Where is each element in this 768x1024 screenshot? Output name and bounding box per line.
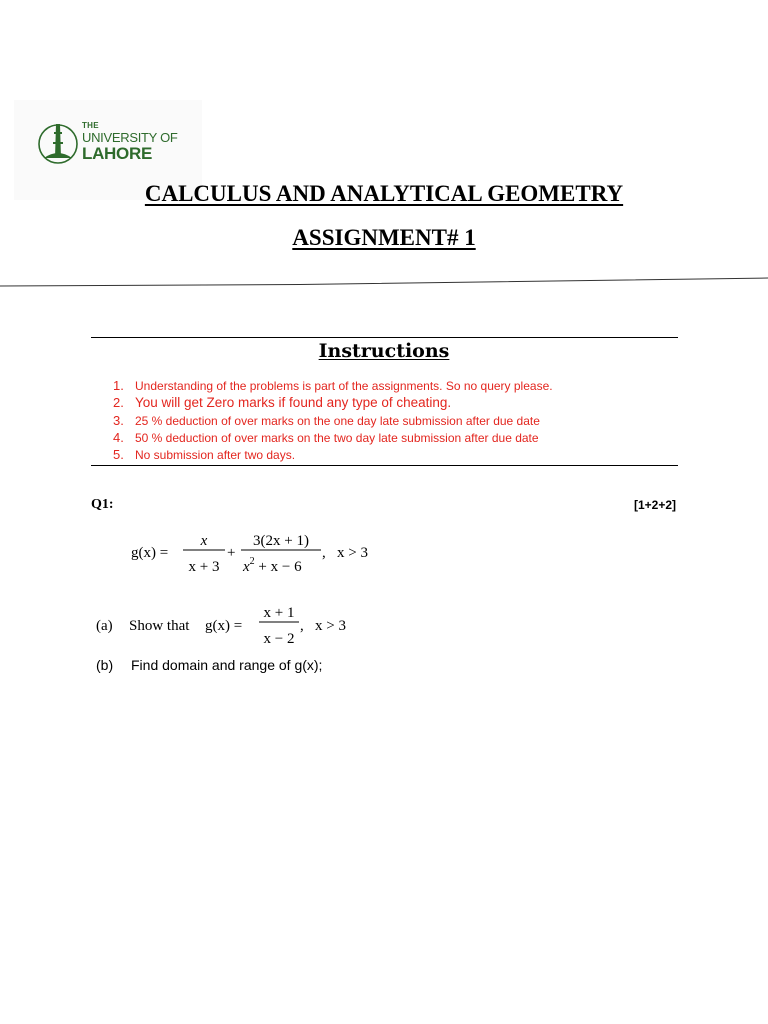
instruction-text: 25 % deduction of over marks on the one day late submission after due date (135, 414, 540, 428)
part-a-denominator: x − 2 (263, 631, 295, 647)
instruction-text: 50 % deduction of over marks on the two day late submission after due date (135, 431, 539, 445)
part-a-label: (a) (96, 618, 113, 634)
part-a (96, 605, 346, 647)
logo-line-3: LAHORE (82, 144, 152, 163)
fraction-1-denominator: x + 3 (188, 559, 220, 575)
course-title: CALCULUS AND ANALYTICAL GEOMETRY (144, 181, 624, 206)
part-b-text: Find domain and range of g(x); (131, 657, 323, 673)
logo-line-1: THE (82, 121, 99, 130)
instructions-heading: Instructions (318, 340, 450, 362)
part-a-text: Show that (129, 618, 190, 634)
assignment-title: ASSIGNMENT# 1 (292, 225, 476, 250)
instruction-number: 3. (113, 413, 124, 428)
question-marks: [1+2+2] (633, 498, 676, 512)
equation-plus: + (227, 545, 236, 561)
question-label: Q1: (91, 497, 114, 512)
part-a-numerator: x + 1 (263, 605, 295, 621)
part-b-label: (b) (96, 657, 114, 673)
equation-lhs: g(x) = (131, 545, 169, 561)
instruction-number: 2. (113, 395, 124, 410)
main-equation (131, 533, 368, 575)
fraction-2-denominator: $x^2 + x - 6$ (243, 556, 302, 575)
part-a-lhs: g(x) = (205, 618, 243, 634)
instruction-text: Understanding of the problems is part of the assignments. So no query please. (135, 379, 553, 393)
fraction-1-numerator: x (200, 533, 208, 549)
part-b (96, 657, 322, 673)
fraction-2-numerator: 3(2x + 1) (253, 533, 309, 549)
instruction-number: 5. (113, 447, 124, 462)
instruction-text: You will get Zero marks if found any type of cheating. (135, 395, 452, 410)
instruction-number: 4. (113, 430, 124, 445)
instruction-text: No submission after two days. (135, 448, 296, 462)
instruction-number: 1. (113, 378, 124, 393)
logo-line-2: UNIVERSITY OF (82, 130, 178, 145)
part-a-condition: , x > 3 (300, 618, 346, 634)
equation-condition: , x > 3 (322, 545, 368, 561)
